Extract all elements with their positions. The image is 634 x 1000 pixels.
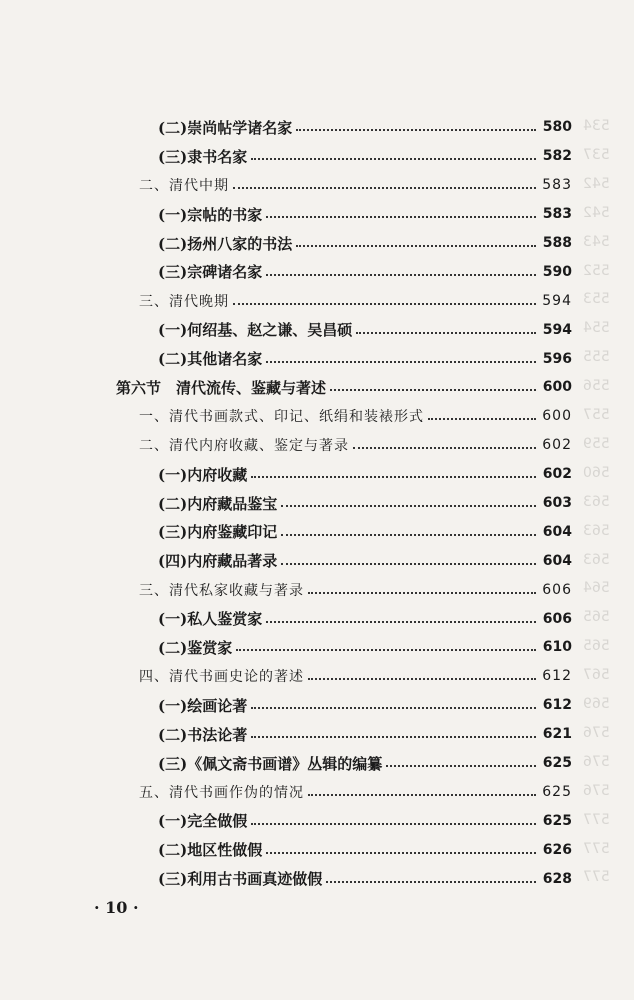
toc-entry-title: (一)何绍基、赵之谦、吴昌硕 [158,321,353,340]
bleed-through-number: 565 [583,638,610,655]
toc-entry-page: 600 [542,379,572,396]
toc-entry [0,777,634,806]
toc-entry-title: (三)《佩文斋书画谱》丛辑的编纂 [158,754,383,773]
toc-entry-page: 626 [542,841,572,858]
toc-entry-title: (二)其他诸名家 [158,350,263,369]
toc-entry-title: (四)内府藏品著录 [158,552,278,571]
toc-entry-title: (二)鉴赏家 [158,638,233,657]
toc-entry-page: 625 [542,783,572,800]
dot-leader [326,881,536,883]
toc-entry-page: 596 [542,350,572,367]
toc-entry-page: 602 [542,437,572,454]
dot-leader [233,303,536,305]
toc-entry [0,171,634,200]
bleed-through-number: 567 [583,667,610,684]
toc-entry-page: 625 [542,812,572,829]
dot-leader [251,158,536,160]
toc-entry [0,286,634,315]
toc-entry-title: (三)隶书名家 [158,147,248,166]
toc-entry-page: 588 [542,235,572,251]
bleed-through-number: 559 [583,435,610,452]
toc-entry-page: 628 [542,870,572,887]
toc-entry-page: 600 [542,408,572,425]
toc-entry-page: 582 [542,148,572,165]
bleed-through-number: 577 [583,840,610,857]
toc-entry-page: 583 [542,177,572,194]
bleed-through-number: 537 [583,146,610,163]
dot-leader [233,187,536,189]
dot-leader [266,852,536,854]
toc-entry-title: 第六节 清代流传、鉴藏与著述 [116,378,327,397]
toc-entry-title: 四、清代书画史论的著述 [139,669,304,686]
toc-entry-page: 604 [542,523,572,540]
toc-entry-page: 583 [542,206,572,223]
toc-entry-title: (三)内府鉴藏印记 [158,523,278,542]
toc-entry-page: 606 [542,610,572,627]
toc-entry-page: 612 [542,697,572,714]
toc-entry-page: 603 [542,495,572,512]
dot-leader [236,649,536,651]
table-of-contents [0,113,634,893]
bleed-through-number: 577 [583,869,610,886]
toc-entry [0,691,634,720]
bleed-through-number: 554 [583,320,610,337]
toc-entry [0,257,634,286]
toc-entry-title: (二)崇尚帖学诸名家 [158,118,293,137]
bleed-through-number: 563 [583,493,610,510]
toc-entry-page: 612 [542,668,572,685]
toc-entry-page: 606 [542,581,572,598]
bleed-through-number: 557 [583,407,610,423]
dot-leader [353,447,536,449]
dot-leader [296,129,536,131]
bleed-through-number: 555 [583,349,610,366]
toc-entry-page: 590 [542,263,572,280]
toc-entry [0,835,634,864]
toc-entry-title: (二)地区性做假 [158,841,263,860]
dot-leader [281,563,536,565]
toc-entry [0,431,634,460]
bleed-through-number: 563 [583,551,610,568]
toc-entry [0,864,634,893]
dot-leader [251,476,536,478]
toc-entry-title: (一)私人鉴赏家 [158,610,263,629]
toc-entry [0,575,634,604]
toc-entry [0,460,634,489]
dot-leader [281,505,536,507]
dot-leader [251,823,536,825]
dot-leader [296,245,536,247]
toc-entry [0,402,634,431]
dot-leader [251,736,536,738]
dot-leader [356,332,536,334]
toc-entry-page: 602 [542,466,572,483]
bleed-through-number: 556 [583,378,610,395]
toc-entry-page: 604 [542,552,572,569]
toc-entry-page: 580 [542,119,572,136]
bleed-through-number: 543 [583,233,610,250]
bleed-through-number: 552 [583,262,610,279]
toc-entry-title: (二)书法论著 [158,725,248,744]
toc-entry-page: 610 [542,639,572,656]
bleed-through-number: 553 [583,291,610,308]
toc-entry-title: 二、清代内府收藏、鉴定与著录 [139,438,349,455]
toc-entry [0,489,634,518]
dot-leader [266,361,536,363]
toc-entry-title: (三)宗碑诸名家 [158,263,263,282]
toc-entry [0,546,634,575]
toc-entry-title: 二、清代中期 [139,178,229,195]
toc-entry-page: 594 [542,321,572,338]
bleed-through-number: 565 [583,609,610,626]
toc-entry-title: 五、清代书画作伪的情况 [139,784,304,801]
dot-leader [330,389,536,391]
toc-entry [0,517,634,546]
bleed-through-number: 569 [583,696,610,712]
page-number: · 10 · [94,898,139,917]
toc-entry-title: 一、清代书画款式、印记、纸绢和装裱形式 [139,409,424,426]
toc-entry [0,662,634,691]
toc-entry-title: (一)宗帖的书家 [158,205,263,224]
dot-leader [251,707,536,709]
dot-leader [281,534,536,536]
bleed-through-number: 542 [583,175,610,192]
toc-entry [0,315,634,344]
toc-entry [0,749,634,778]
dot-leader [428,418,536,420]
toc-entry-title: 三、清代晚期 [139,293,229,310]
toc-entry-page: 594 [542,292,572,309]
toc-entry [0,229,634,258]
toc-entry [0,373,634,402]
bleed-through-number: 577 [583,811,610,828]
toc-entry [0,806,634,835]
dot-leader [266,621,536,623]
dot-leader [308,592,536,594]
bleed-through-number: 563 [583,522,610,539]
toc-entry-title: (一)完全做假 [158,812,248,831]
bleed-through-number: 560 [583,464,610,481]
bleed-through-number: 564 [583,580,610,597]
dot-leader [266,274,536,276]
dot-leader [386,765,536,767]
toc-entry [0,604,634,633]
toc-entry-title: (二)内府藏品鉴宝 [158,494,278,513]
toc-entry-title: (一)绘画论著 [158,696,248,715]
toc-entry-title: (三)利用古书画真迹做假 [158,870,323,889]
toc-entry-title: 三、清代私家收藏与著录 [139,582,304,599]
toc-entry [0,142,634,171]
bleed-through-number: 576 [583,724,610,741]
dot-leader [308,678,536,680]
bleed-through-number: 576 [583,782,610,799]
bleed-through-number: 534 [583,118,610,134]
toc-entry [0,113,634,142]
toc-entry-page: 621 [542,726,572,743]
bleed-through-number: 542 [583,204,610,221]
toc-entry [0,200,634,229]
toc-entry [0,633,634,662]
toc-entry-page: 625 [542,755,572,772]
toc-entry-title: (一)内府收藏 [158,465,248,484]
bleed-through-number: 576 [583,753,610,770]
dot-leader [308,794,536,796]
toc-entry-title: (二)扬州八家的书法 [158,234,293,253]
toc-entry [0,720,634,749]
dot-leader [266,216,536,218]
toc-entry [0,344,634,373]
